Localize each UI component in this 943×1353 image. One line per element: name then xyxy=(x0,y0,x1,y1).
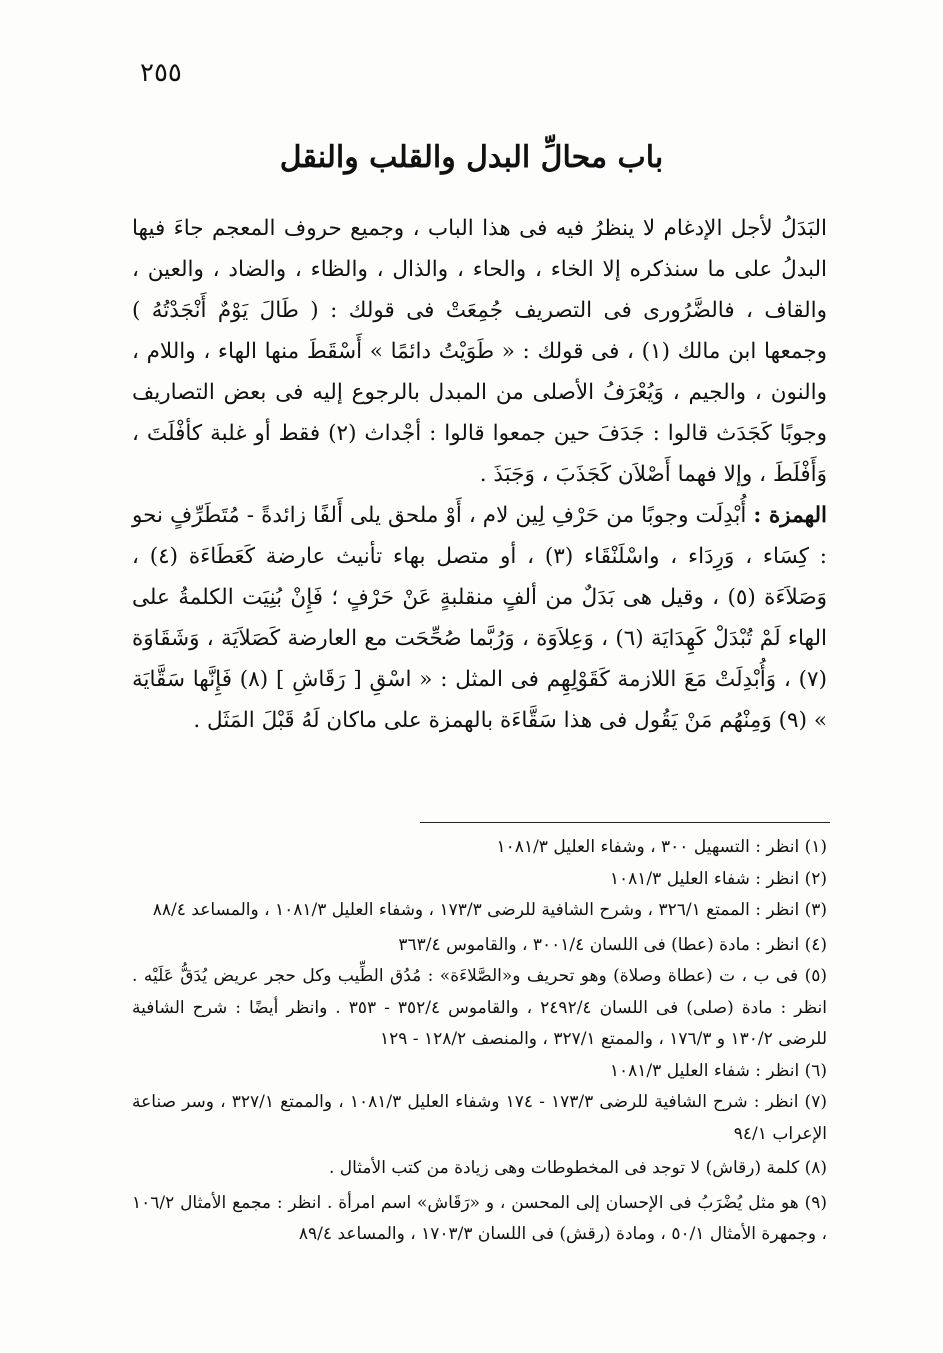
page-number: ٢٥٥ xyxy=(140,58,182,88)
page-title: باب محالِّ البدل والقلب والنقل xyxy=(279,140,664,175)
footnote-3: (٣) انظر : الممتع ٣٢٦/١ ، وشرح الشافية للرضى ١٧٣/٣ ، وشفاء العليل ١٠٨١/٣ ، والمساعد ٨٨/٤ xyxy=(152,900,827,920)
footnote-4: (٤) انظر : مادة (عطا) فى اللسان ٣٠٠١/٤ ، والقاموس ٣٦٣/٤ xyxy=(398,934,827,955)
footnote-6: (٦) انظر : شفاء العليل ١٠٨١/٣ xyxy=(609,1060,827,1081)
footnote-divider xyxy=(420,822,830,823)
main-text xyxy=(132,208,827,741)
footnote-2: (٢) انظر : شفاء العليل ١٠٨١/٣ xyxy=(609,868,827,889)
footnotes xyxy=(132,832,827,1251)
paragraph-2 xyxy=(132,495,827,741)
paragraph-2-lead: الهمزة : xyxy=(753,503,828,528)
footnote-5: (٥) فى ب ، ت (عطاة وصلاة) وهو تحريف و«الصَّلاءَة» : مُدُق الطِّيب وكل حجر عريض يُدَقُّ عَلَيْه . انظر : مادة (صلى) فى اللسان ٢٤٩٢/٤ ، والقاموس ٣٥٢/٤ - ٣٥٣ . وانظر أيضًا : شرح الشافية للرضى ١٣٠/٢ و ١٧٦/٣ ، والممتع ٣٢٧/١ ، والمنصف ١٢٨/٢ - ١٢٩ xyxy=(132,966,827,1049)
footnote-7: (٧) انظر : شرح الشافية للرضى ١٧٣/٣ - ١٧٤ وشفاء العليل ١٠٨١/٣ ، والممتع ٣٢٧/١ ، وسر صناعة الإعراب ٩٤/١ xyxy=(132,1092,827,1144)
footnote-1: (١) انظر : التسهيل ٣٠٠ ، وشفاء العليل ١٠٨١/٣ xyxy=(496,837,827,857)
paragraph-2-text: أُبْدِلَت وجوبًا من حَرْفِ لِين لام ، أَوْ ملحق يلى أَلفًا زائدةً - مُتَطَرِّفٍ نحو : كِسَاء ، وَرِدَاء ، واسْلَنْقَاء (٣) ، أو متصل بهاء تأنيث عارضة كَعَطَاءَة (٤) ، وَصَلاَءَة (٥) ، وقيل هى بَدَلٌ من ألفٍ منقلبةٍ عَنْ حَرْفٍ ؛ فَإِنْ بُنِيَت الكلمةُ على الهاء لَمْ تُبْدَلْ كَهِدَايَة (٦) ، وَعِلاَوَة ، وَرُبَّما صُحِّحَت مع العارضة كَصَلاَيَة ، وَشَقَاوَة (٧) ، وَأُبْدِلَتْ مَعَ اللازمة كَقَوْلِهِم فى المثل : « اسْقِ [ رَقَاشِ ] (٨) فَإِنَّها سَقَّايَة » (٩) وَمِنْهُم مَنْ يَقُول فى هذا سَقَّاءَة بالهمزة على ماكان لَهُ قَبْلَ المَثَل . xyxy=(132,503,827,733)
paragraph-1: البَدَلُ لأجل الإدغام لا ينظرُ فيه فى هذا الباب ، وجميع حروف المعجم جاءَ فيها البدلُ على ما سنذكره إلا الخاء ، والحاء ، والذال ، والظاء ، والضاد ، والعين ، والقاف ، فالضَّرُورى فى التصريف جُمِعَتْ فى قولك : ( طَالَ يَوْمٌ أَنْجَدْتُهُ ) وجمعها ابن مالك (١) ، فى قولك : « طَوَيْتُ دائمًا » أَسْقَطَ منها الهاء ، واللام ، والنون ، والجيم ، وَيُعْرَفُ الأصلى من المبدل بالرجوع إليه فى بعض التصاريف وجوبًا كَجَدَث قالوا : جَدَفَ حين جمعوا قالوا : أجْداث (٢) فقط أو غلبة كأفْلَتَ ، وَأَفْلَطَ ، وإلا فهما أَصْلاَن كَجَذَبَ ، وَجَبَذَ . xyxy=(132,216,827,487)
footnote-9: (٩) هو مثل يُضْرَبُ فى الإحسان إلى المحسن ، و «رَقَاش» اسم امرأة . انظر : مجمع الأمثال ١٠٦/٢ ، وجمهرة الأمثال ٥٠/١ ، ومادة (رقش) فى اللسان ١٧٠٣/٣ ، والمساعد ٨٩/٤ xyxy=(132,1192,827,1244)
footnote-8: (٨) كلمة (رقاش) لا توجد فى المخطوطات وهى زيادة من كتب الأمثال . xyxy=(328,1158,827,1178)
